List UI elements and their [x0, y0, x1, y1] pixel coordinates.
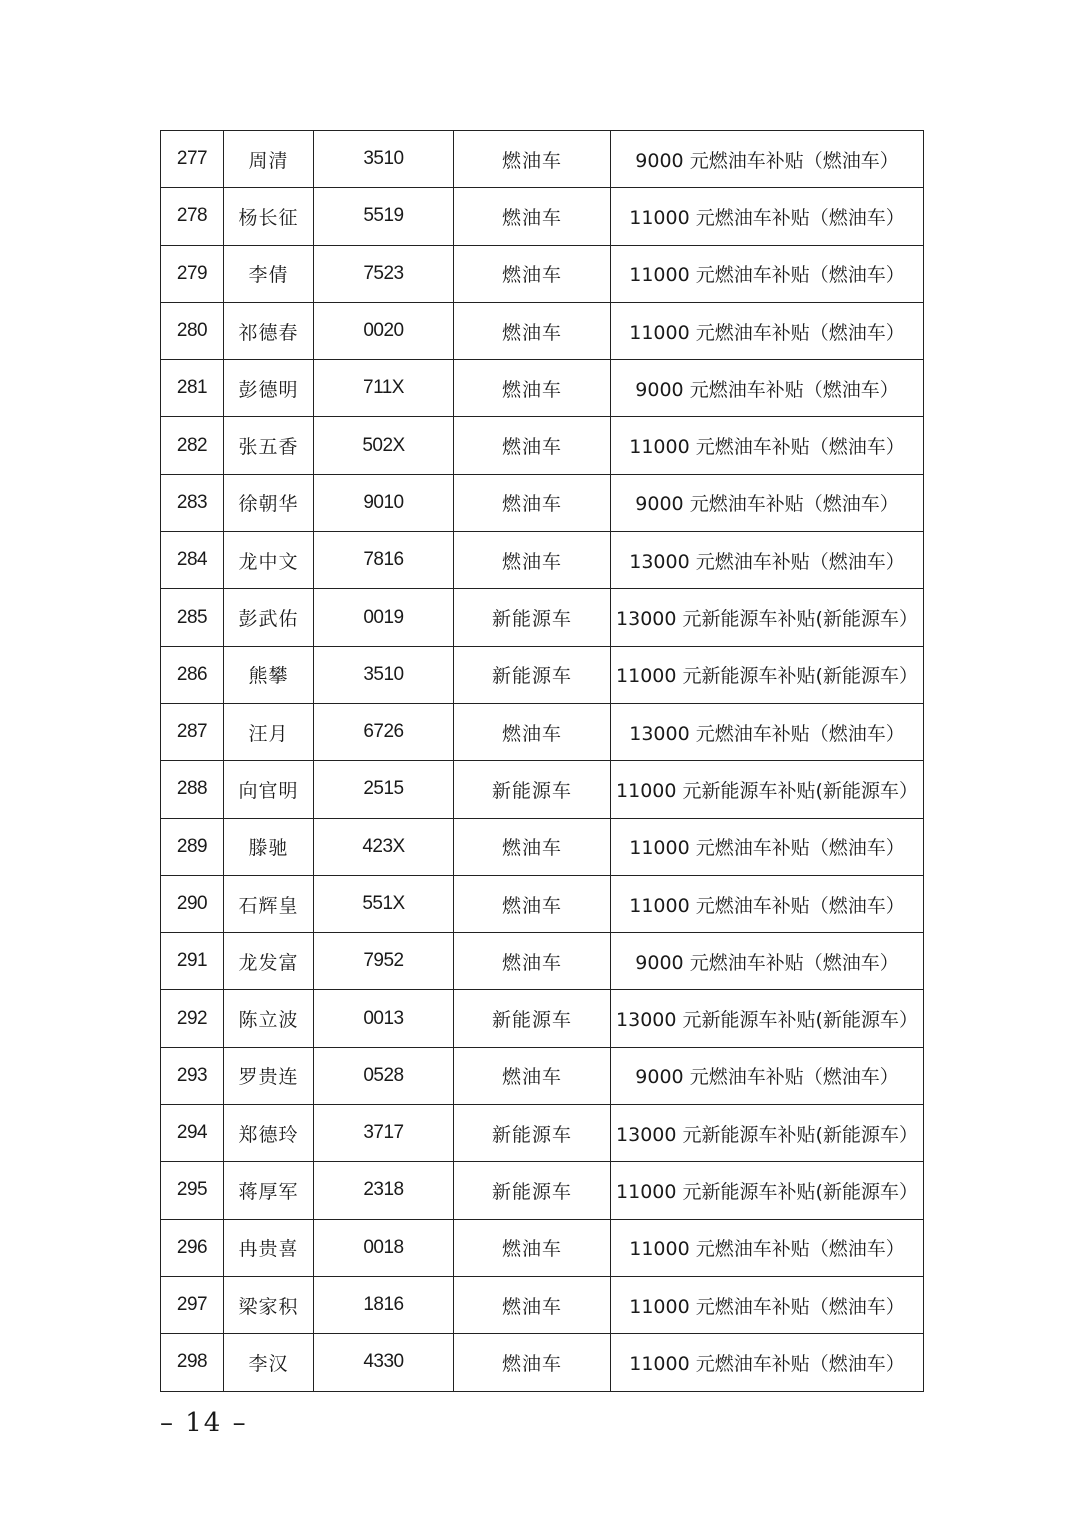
name-cell: 郑德玲 [224, 1105, 314, 1162]
row-number-cell: 296 [161, 1219, 224, 1276]
row-number-cell: 288 [161, 761, 224, 818]
vehicle-type-cell: 燃油车 [454, 1219, 611, 1276]
row-number-cell: 295 [161, 1162, 224, 1219]
id-suffix-cell: 3510 [314, 646, 454, 703]
id-suffix-cell: 9010 [314, 474, 454, 531]
vehicle-type-cell: 燃油车 [454, 703, 611, 760]
id-suffix-cell: 0528 [314, 1047, 454, 1104]
name-cell: 周清 [224, 131, 314, 188]
name-cell: 蒋厚军 [224, 1162, 314, 1219]
name-cell: 徐朝华 [224, 474, 314, 531]
vehicle-type-cell: 燃油车 [454, 188, 611, 245]
table-row [161, 1276, 924, 1333]
vehicle-type-cell: 燃油车 [454, 933, 611, 990]
subsidy-cell: 13000 元燃油车补贴（燃油车） [611, 532, 924, 589]
table-row [161, 302, 924, 359]
subsidy-cell: 13000 元燃油车补贴（燃油车） [611, 703, 924, 760]
row-number-cell: 285 [161, 589, 224, 646]
row-number-cell: 290 [161, 875, 224, 932]
vehicle-type-cell: 燃油车 [454, 131, 611, 188]
table-row [161, 703, 924, 760]
id-suffix-cell: 423X [314, 818, 454, 875]
name-cell: 向官明 [224, 761, 314, 818]
name-cell: 滕驰 [224, 818, 314, 875]
vehicle-type-cell: 燃油车 [454, 1334, 611, 1391]
vehicle-type-cell: 新能源车 [454, 761, 611, 818]
id-suffix-cell: 551X [314, 875, 454, 932]
row-number-cell: 277 [161, 131, 224, 188]
row-number-cell: 286 [161, 646, 224, 703]
subsidy-cell: 11000 元燃油车补贴（燃油车） [611, 1276, 924, 1333]
name-cell: 李汉 [224, 1334, 314, 1391]
row-number-cell: 283 [161, 474, 224, 531]
name-cell: 张五香 [224, 417, 314, 474]
table-row [161, 474, 924, 531]
row-number-cell: 282 [161, 417, 224, 474]
vehicle-type-cell: 燃油车 [454, 417, 611, 474]
table-row [161, 1334, 924, 1391]
table-row [161, 1219, 924, 1276]
name-cell: 石辉皇 [224, 875, 314, 932]
row-number-cell: 279 [161, 245, 224, 302]
table-row [161, 188, 924, 245]
row-number-cell: 293 [161, 1047, 224, 1104]
id-suffix-cell: 5519 [314, 188, 454, 245]
subsidy-cell: 9000 元燃油车补贴（燃油车） [611, 131, 924, 188]
id-suffix-cell: 3510 [314, 131, 454, 188]
vehicle-type-cell: 燃油车 [454, 1276, 611, 1333]
id-suffix-cell: 2318 [314, 1162, 454, 1219]
row-number-cell: 280 [161, 302, 224, 359]
name-cell: 彭德明 [224, 360, 314, 417]
table-row [161, 646, 924, 703]
subsidy-cell: 11000 元燃油车补贴（燃油车） [611, 875, 924, 932]
subsidy-cell: 13000 元新能源车补贴(新能源车） [611, 1105, 924, 1162]
name-cell: 李倩 [224, 245, 314, 302]
subsidy-cell: 9000 元燃油车补贴（燃油车） [611, 360, 924, 417]
row-number-cell: 278 [161, 188, 224, 245]
name-cell: 陈立波 [224, 990, 314, 1047]
table-row [161, 532, 924, 589]
subsidy-cell: 11000 元燃油车补贴（燃油车） [611, 1334, 924, 1391]
table-row [161, 589, 924, 646]
vehicle-type-cell: 燃油车 [454, 360, 611, 417]
vehicle-type-cell: 新能源车 [454, 589, 611, 646]
id-suffix-cell: 7816 [314, 532, 454, 589]
name-cell: 龙发富 [224, 933, 314, 990]
subsidy-cell: 11000 元燃油车补贴（燃油车） [611, 302, 924, 359]
subsidy-cell: 11000 元燃油车补贴（燃油车） [611, 245, 924, 302]
name-cell: 汪月 [224, 703, 314, 760]
vehicle-type-cell: 新能源车 [454, 990, 611, 1047]
table-row [161, 1105, 924, 1162]
row-number-cell: 297 [161, 1276, 224, 1333]
table-row [161, 1162, 924, 1219]
id-suffix-cell: 0013 [314, 990, 454, 1047]
id-suffix-cell: 502X [314, 417, 454, 474]
row-number-cell: 287 [161, 703, 224, 760]
subsidy-cell: 13000 元新能源车补贴(新能源车） [611, 589, 924, 646]
table-row [161, 131, 924, 188]
row-number-cell: 294 [161, 1105, 224, 1162]
subsidy-cell: 11000 元燃油车补贴（燃油车） [611, 818, 924, 875]
row-number-cell: 281 [161, 360, 224, 417]
vehicle-type-cell: 燃油车 [454, 875, 611, 932]
subsidy-cell: 9000 元燃油车补贴（燃油车） [611, 933, 924, 990]
name-cell: 彭武佑 [224, 589, 314, 646]
name-cell: 熊攀 [224, 646, 314, 703]
table-row [161, 245, 924, 302]
vehicle-type-cell: 燃油车 [454, 245, 611, 302]
page-number: – 14 – [160, 1408, 248, 1438]
vehicle-type-cell: 燃油车 [454, 532, 611, 589]
subsidy-cell: 11000 元新能源车补贴(新能源车） [611, 1162, 924, 1219]
vehicle-type-cell: 新能源车 [454, 1162, 611, 1219]
table-row [161, 875, 924, 932]
subsidy-cell: 9000 元燃油车补贴（燃油车） [611, 1047, 924, 1104]
vehicle-type-cell: 燃油车 [454, 818, 611, 875]
row-number-cell: 298 [161, 1334, 224, 1391]
row-number-cell: 284 [161, 532, 224, 589]
name-cell: 龙中文 [224, 532, 314, 589]
table-row [161, 990, 924, 1047]
id-suffix-cell: 6726 [314, 703, 454, 760]
vehicle-type-cell: 燃油车 [454, 1047, 611, 1104]
id-suffix-cell: 1816 [314, 1276, 454, 1333]
id-suffix-cell: 7523 [314, 245, 454, 302]
name-cell: 梁家积 [224, 1276, 314, 1333]
id-suffix-cell: 3717 [314, 1105, 454, 1162]
name-cell: 杨长征 [224, 188, 314, 245]
id-suffix-cell: 711X [314, 360, 454, 417]
subsidy-cell: 13000 元新能源车补贴(新能源车） [611, 990, 924, 1047]
id-suffix-cell: 7952 [314, 933, 454, 990]
table-row [161, 761, 924, 818]
row-number-cell: 289 [161, 818, 224, 875]
id-suffix-cell: 2515 [314, 761, 454, 818]
table-row [161, 417, 924, 474]
row-number-cell: 291 [161, 933, 224, 990]
subsidy-table [160, 130, 924, 1392]
subsidy-cell: 11000 元新能源车补贴(新能源车） [611, 646, 924, 703]
vehicle-type-cell: 燃油车 [454, 474, 611, 531]
id-suffix-cell: 0019 [314, 589, 454, 646]
table-row [161, 818, 924, 875]
vehicle-type-cell: 新能源车 [454, 646, 611, 703]
vehicle-type-cell: 新能源车 [454, 1105, 611, 1162]
subsidy-cell: 11000 元新能源车补贴(新能源车） [611, 761, 924, 818]
table-row [161, 360, 924, 417]
subsidy-cell: 11000 元燃油车补贴（燃油车） [611, 417, 924, 474]
name-cell: 冉贵喜 [224, 1219, 314, 1276]
table-body [161, 131, 924, 1392]
subsidy-cell: 11000 元燃油车补贴（燃油车） [611, 188, 924, 245]
id-suffix-cell: 4330 [314, 1334, 454, 1391]
row-number-cell: 292 [161, 990, 224, 1047]
name-cell: 祁德春 [224, 302, 314, 359]
subsidy-cell: 9000 元燃油车补贴（燃油车） [611, 474, 924, 531]
table-row [161, 1047, 924, 1104]
vehicle-type-cell: 燃油车 [454, 302, 611, 359]
id-suffix-cell: 0018 [314, 1219, 454, 1276]
table-row [161, 933, 924, 990]
subsidy-cell: 11000 元燃油车补贴（燃油车） [611, 1219, 924, 1276]
name-cell: 罗贵连 [224, 1047, 314, 1104]
id-suffix-cell: 0020 [314, 302, 454, 359]
